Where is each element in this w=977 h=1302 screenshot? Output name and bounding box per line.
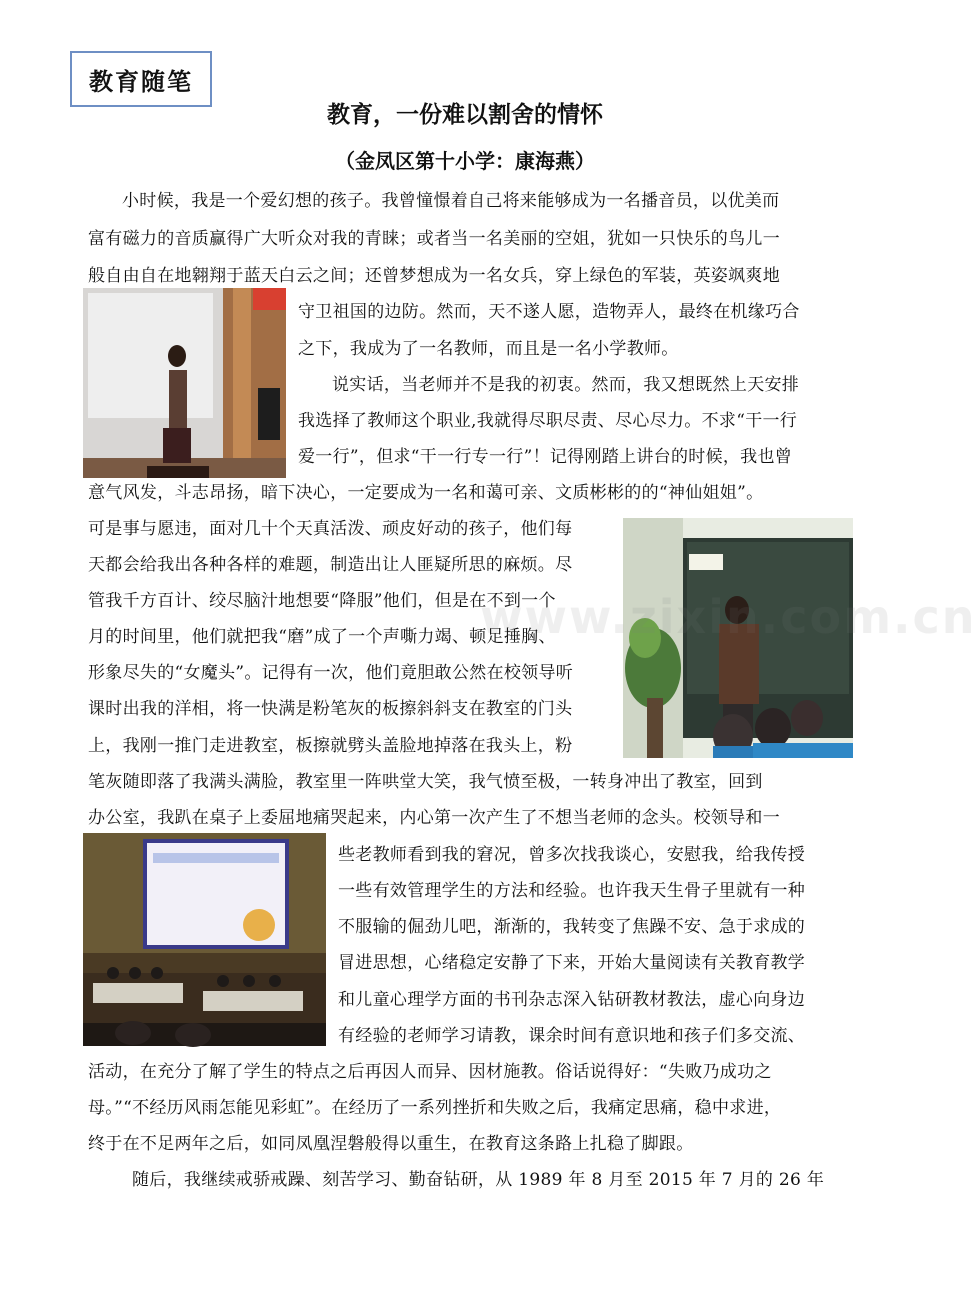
body-line: 形象尽失的“女魔头”。记得有一次，他们竟胆敢公然在校领导听 bbox=[88, 663, 574, 683]
body-line: 小时候，我是一个爱幻想的孩子。我曾憧憬着自己将来能够成为一名播音员，以优美而 bbox=[122, 191, 780, 211]
body-line: 爱一行”，但求“干一行专一行”！记得刚踏上讲台的时候，我也曾 bbox=[298, 447, 793, 467]
watermark: www.zixin.com.cn bbox=[480, 590, 977, 644]
body-line: 富有磁力的音质赢得广大听众对我的青睐；或者当一名美丽的空姐，犹如一只快乐的鸟儿一 bbox=[88, 229, 780, 249]
section-tag: 教育随笔 bbox=[70, 51, 212, 107]
body-line: 些老教师看到我的窘况，曾多次找我谈心，安慰我，给我传授 bbox=[338, 845, 806, 865]
body-line: 活动，在充分了解了学生的特点之后再因人而异、因材施教。俗话说得好：“失败乃成功之 bbox=[88, 1062, 772, 1082]
body-line: 终于在不足两年之后，如同凤凰涅磐般得以重生，在教育这条路上扎稳了脚跟。 bbox=[88, 1134, 694, 1154]
body-line: 冒进思想，心绪稳定安静了下来，开始大量阅读有关教育教学 bbox=[338, 953, 806, 973]
body-line: 天都会给我出各种各样的难题，制造出让人匪疑所思的麻烦。尽 bbox=[88, 555, 573, 575]
body-line: 守卫祖国的边防。然而，天不遂人愿，造物弄人，最终在机缘巧合 bbox=[298, 302, 800, 322]
body-line: 母。”“不经历风雨怎能见彩虹”。在经历了一系列挫折和失败之后，我痛定思痛，稳中求进， bbox=[88, 1098, 782, 1118]
body-line: 可是事与愿违，面对几十个天真活泼、顽皮好动的孩子，他们每 bbox=[88, 519, 573, 539]
body-line: 随后，我继续戒骄戒躁、刻苦学习、勤奋钻研，从 1989 年 8 月至 2015 年 7 月的 26 年 bbox=[132, 1170, 825, 1190]
body-line: 我选择了教师这个职业,我就得尽职尽责、尽心尽力。不求“干一行 bbox=[298, 411, 798, 431]
body-line: 般自由自在地翱翔于蓝天白云之间；还曾梦想成为一名女兵，穿上绿色的军装，英姿飒爽地 bbox=[88, 266, 780, 286]
body-line: 意气风发，斗志昂扬，暗下决心，一定要成为一名和蔼可亲、文质彬彬的的“神仙姐姐”。 bbox=[88, 483, 764, 503]
body-line: 有经验的老师学习请教，课余时间有意识地和孩子们多交流、 bbox=[338, 1026, 806, 1046]
body-line: 之下，我成为了一名教师，而且是一名小学教师。 bbox=[298, 339, 679, 359]
body-line: 上，我刚一推门走进教室，板擦就劈头盖脸地掉落在我头上，粉 bbox=[88, 736, 573, 756]
photo-conference-stage bbox=[83, 833, 326, 1046]
body-line: 一些有效管理学生的方法和经验。也许我天生骨子里就有一种 bbox=[338, 881, 806, 901]
body-line: 办公室，我趴在桌子上委屈地痛哭起来，内心第一次产生了不想当老师的念头。校领导和一 bbox=[88, 808, 780, 828]
body-line: 和儿童心理学方面的书刊杂志深入钻研教材教法，虚心向身边 bbox=[338, 990, 806, 1010]
body-line: 说实话，当老师并不是我的初衷。然而，我又想既然上天安排 bbox=[332, 375, 800, 395]
body-line: 管我千方百计、绞尽脑汁地想要“降服”他们，但是在不到一个 bbox=[88, 591, 556, 611]
author-byline: （金凤区第十小学：康海燕） bbox=[335, 149, 595, 173]
body-line: 笔灰随即落了我满头满脸，教室里一阵哄堂大笑，我气愤至极，一转身冲出了教室，回到 bbox=[88, 772, 763, 792]
photo-teacher-speaking bbox=[83, 288, 286, 478]
body-line: 课时出我的洋相，将一快满是粉笔灰的板擦斜斜支在教室的门头 bbox=[88, 699, 573, 719]
body-line: 不服输的倔劲儿吧，渐渐的，我转变了焦躁不安、急于求成的 bbox=[338, 917, 806, 937]
article-title: 教育，一份难以割舍的情怀 bbox=[327, 101, 603, 128]
body-line: 月的时间里，他们就把我“磨”成了一个声嘶力竭、顿足捶胸、 bbox=[88, 627, 556, 647]
